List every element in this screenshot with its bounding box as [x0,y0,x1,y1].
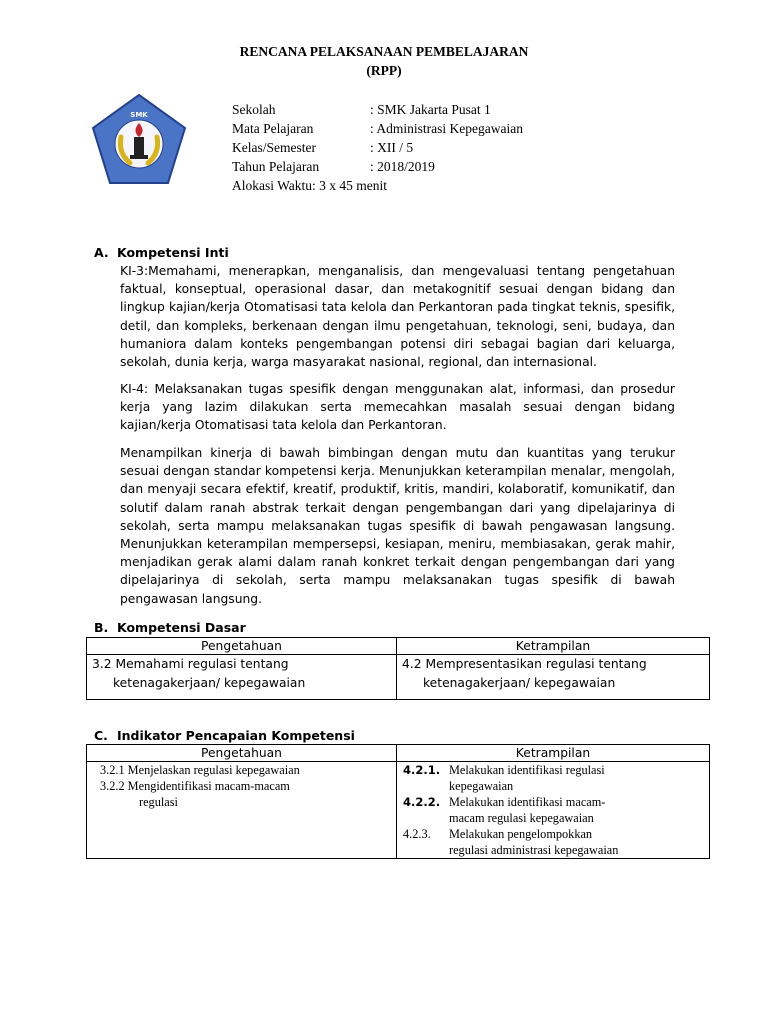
kd-ketrampilan-cell: 4.2 Mempresentasikan regulasi tentang ketenagakerjaan/ kepegawaian [397,655,710,700]
kd-header-pengetahuan: Pengetahuan [87,638,397,655]
logo-text: SMK [130,111,148,119]
indicator-4-2-2: 4.2.2. Melakukan identifikasi macam- [403,795,606,809]
ki4-paragraph: KI-4: Melaksanakan tugas spesifik dengan menggunakan alat, informasi, dan prosedur kerja yang lazim dilakukan serta memecahkan masalah sesuai dengan bidang kajian/kerja Otomatisasi tata kelola dan Perkantoran. [120,382,675,433]
info-mata-pelajaran: Mata Pelajaran : Administrasi Kepegawaian [232,121,523,136]
document-subtitle: (RPP) [366,63,402,78]
section-b-heading: B. Kompetensi Dasar [94,620,246,635]
kompetensi-dasar-table [86,637,710,700]
info-alokasi-waktu: Alokasi Waktu: 3 x 45 menit [232,178,388,193]
ipk-pengetahuan-cell: 3.2.1 Menjelaskan regulasi kepegawaian 3.2.2 Mengidentifikasi macam-macam regulasi [87,762,397,859]
section-c-heading: C. Indikator Pencapaian Kompetensi [94,728,355,743]
ipk-header-ketrampilan: Ketrampilan [397,745,710,762]
indikator-table [86,744,710,859]
indicator-3-2-2: 3.2.2 Mengidentifikasi macam-macam [100,779,290,793]
kd-pengetahuan-cell: 3.2 Memahami regulasi tentang ketenagakerjaan/ kepegawaian [87,655,397,700]
kd-header-ketrampilan: Ketrampilan [397,638,710,655]
info-tahun-pelajaran: Tahun Pelajaran : 2018/2019 [232,159,435,174]
info-kelas-semester: Kelas/Semester : XII / 5 [232,140,414,155]
ipk-header-pengetahuan: Pengetahuan [87,745,397,762]
ipk-ketrampilan-cell: 4.2.1. Melakukan identifikasi regulasi kepegawaian 4.2.2. Melakukan identifikasi macam- macam regulasi kepegawaian 4.2.3. Melakukan pengelompokkan regulasi administrasi kepegawaian [397,762,710,859]
ki4-detail-paragraph: Menampilkan kinerja di bawah bimbingan dengan mutu dan kuantitas yang terukur sesuai dengan standar kompetensi kerja. Menunjukkan keterampilan menalar, mengolah, dan menyaji secara efektif, kreatif, produktif, kritis, mandiri, kolaboratif, komunikatif, dan solutif dalam ranah abstrak terkait dengan pengembangan dari yang dipelajarinya di sekolah, serta mampu melaksanakan tugas spesifik di bawah pengawasan langsung. Menunjukkan keterampilan mempersepsi, kesiapan, meniru, membiasakan, gerak mahir, menjadikan gerak alami dalam ranah konkret terkait dengan pengembangan dari yang dipelajarinya di sekolah, serta mampu melaksanakan tugas spesifik di bawah pengawasan langsung. [120,446,675,606]
indicator-4-2-3: 4.2.3. Melakukan pengelompokkan [403,827,593,841]
info-sekolah: Sekolah : SMK Jakarta Pusat 1 [232,102,491,117]
school-logo [90,93,188,186]
indicator-3-2-1: 3.2.1 Menjelaskan regulasi kepegawaian [100,763,300,777]
ki3-paragraph: KI-3:Memahami, menerapkan, menganalisis, dan mengevaluasi tentang pengetahuan faktual, konseptual, operasional dasar, dan metakognitif sesuai dengan bidang dan lingkup kajian/kerja Otomatisasi tata kelola dan Perkantoran pada tingkat teknis, spesifik, detil, dan kompleks, berkenaan dengan ilmu pengetahuan, teknologi, seni, budaya, dan humaniora dalam konteks pengembangan potensi diri sebagai bagian dari keluarga, sekolah, dunia kerja, warga masyarakat nasional, regional, dan internasional. [120,264,675,370]
section-a-heading: A. Kompetensi Inti [94,245,229,260]
indicator-4-2-1: 4.2.1. Melakukan identifikasi regulasi [403,763,605,777]
document-title: RENCANA PELAKSANAAN PEMBELAJARAN [239,44,529,59]
